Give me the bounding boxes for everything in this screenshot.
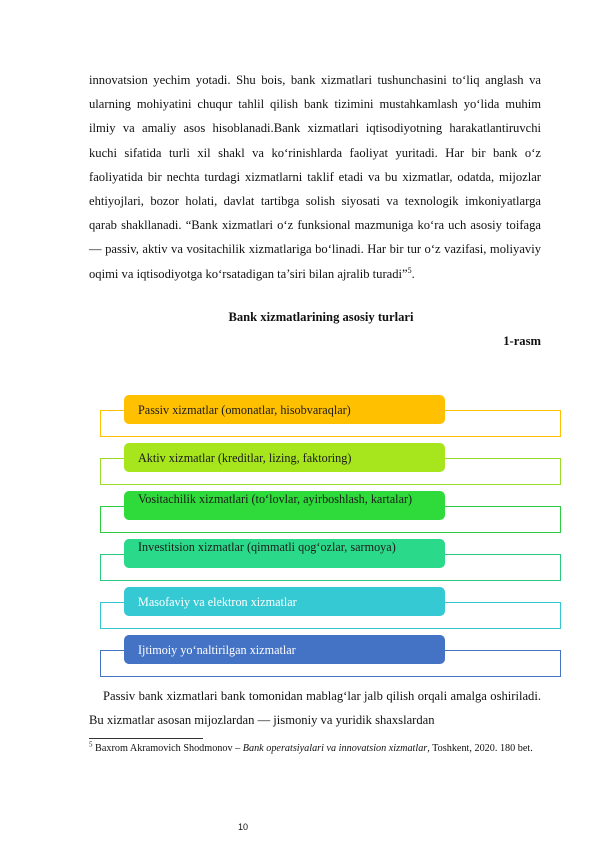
footnote-author: Baxrom Akramovich Shodmonov – <box>95 743 243 754</box>
footnote-reference[interactable]: 5 <box>407 265 412 275</box>
diagram-item-label: Passiv xizmatlar (omonatlar, hisobvaraqlar) <box>138 403 351 417</box>
diagram-item-investment <box>124 539 445 568</box>
diagram-row-line-4 <box>100 554 561 581</box>
diagram-item-label: Investitsion xizmatlar (qimmatli qog‘ozlar, sarmoya) <box>138 540 396 554</box>
body-paragraph-2: Passiv bank xizmatlari bank tomonidan mablag‘lar jalb qilish orqali amalga oshiriladi. Bu xizmatlar asosan mijozlardan — jismoniy va yuridik shaxslardan <box>89 689 541 728</box>
section-heading: Bank xizmatlarining asosiy turlari <box>228 310 414 324</box>
footnote-rest: , Toshkent, 2020. 180 bet. <box>427 743 533 754</box>
diagram-item-label: Aktiv xizmatlar (kreditlar, lizing, faktoring) <box>138 451 352 465</box>
diagram-row-line-1 <box>100 410 561 437</box>
figure-number: 1-rasm <box>503 334 541 348</box>
paragraph-1-end: . <box>411 266 415 281</box>
diagram-item-social <box>124 635 445 664</box>
diagram-item-label: Vositachilik xizmatlari (to‘lovlar, ayirboshlash, kartalar) <box>138 492 413 506</box>
page-number: 10 <box>238 822 249 832</box>
diagram-row-line-6 <box>100 650 561 677</box>
diagram-item-electronic <box>124 587 445 616</box>
diagram-item-intermediary <box>124 491 445 520</box>
paragraph-1-text: innovatsion yechim yotadi. Shu bois, bank xizmatlari tushunchasini to‘liq anglash va ularning mohiyatini chuqur tahlil qilish bank tizimini mustahkamlash yo‘lida muhim ilmiy va amaliy asos hisoblanadi.Bank xizmatlari iqtisodiyotning harakatlantiruvchi kuchi sifatida turli xil shakl va ko‘rinishlarda faoliyat yuritadi. Har bir bank o‘z faoliyatida bir nechta turdagi xizmatlarni taklif etadi va bu xizmatlar, odatda, mijozlar ehtiyojlari, bozor holati, davlat tartibga solish siyosati va texnologik imkoniyatlarga qarab shakllanadi. “Bank xizmatlari o‘z funksional mazmuniga ko‘ra uch asosiy toifaga — passiv, aktiv va vositachilik xizmatlariga bo‘linadi. Har bir tur o‘z vazifasi, moliyaviy oqimi va iqtisodiyotga ko‘rsatadigan ta’siri bilan ajralib turadi” <box>89 73 541 281</box>
diagram-row-line-5 <box>100 602 561 629</box>
footnote-title: Bank operatsiyalari va innovatsion xizmatlar <box>242 743 428 754</box>
diagram-row-line-2 <box>100 458 561 485</box>
diagram-item-active <box>124 443 445 472</box>
diagram-item-label: Ijtimoiy yo‘naltirilgan xizmatlar <box>138 643 296 657</box>
footnote-number: 5 <box>89 740 93 749</box>
footnote-separator <box>89 738 203 739</box>
footnote <box>89 742 549 756</box>
diagram-item-label: Masofaviy va elektron xizmatlar <box>138 595 297 609</box>
diagram-item-passive <box>124 395 445 424</box>
diagram-row-line-3 <box>100 506 561 533</box>
body-paragraph-1 <box>89 68 541 286</box>
